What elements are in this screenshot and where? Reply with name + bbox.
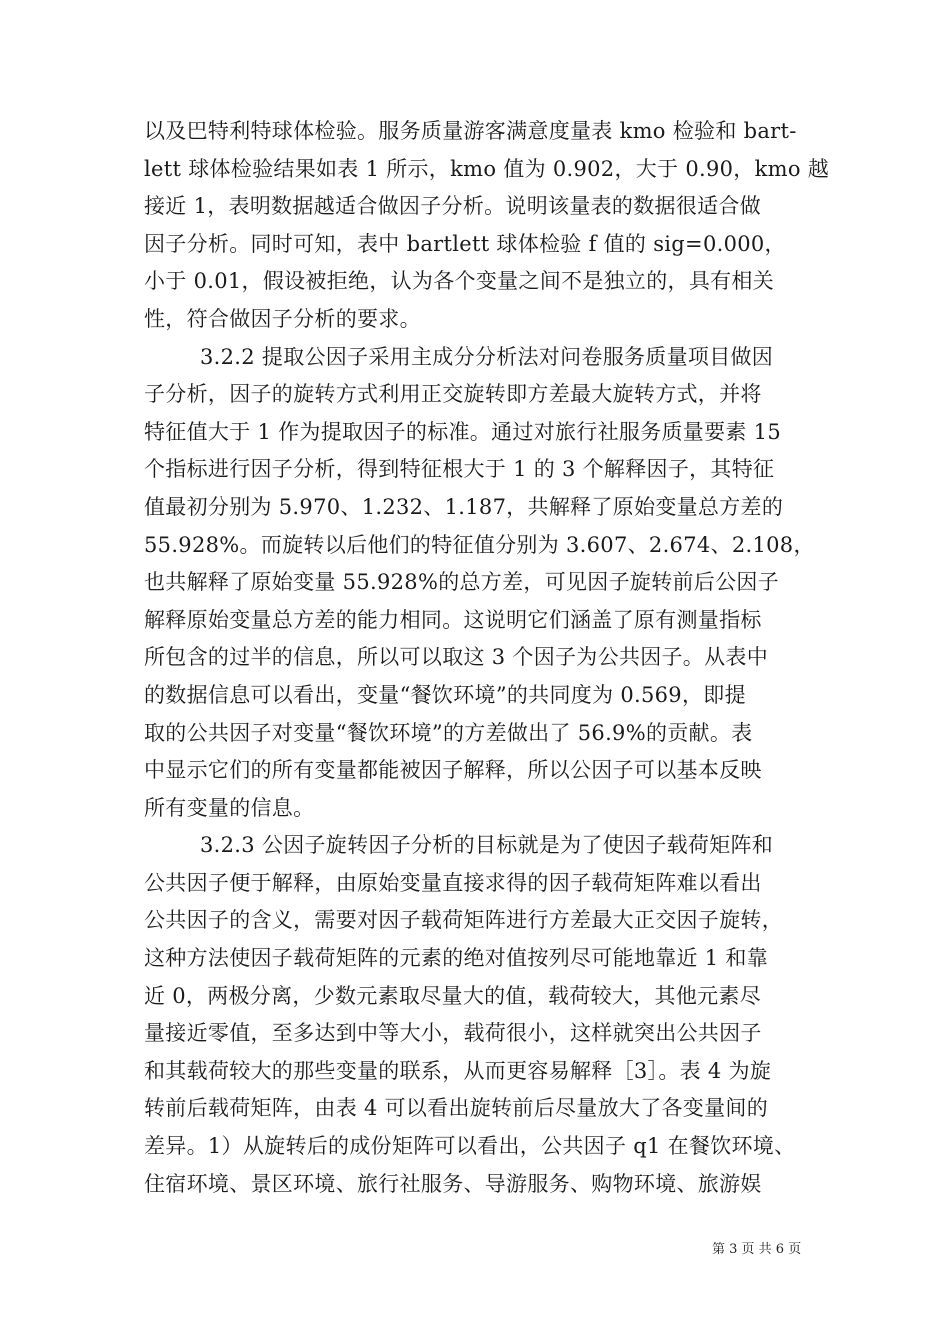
text-line: 接近 1，表明数据越适合做因子分析。说明该量表的数据很适合做	[144, 194, 762, 219]
text-line: 性，符合做因子分析的要求。	[144, 306, 421, 331]
text-line: 特征值大于 1 作为提取因子的标准。通过对旅行社服务质量要素 15	[144, 419, 782, 444]
text-line: 公共因子的含义，需要对因子载荷矩阵进行方差最大正交因子旋转，	[144, 908, 783, 933]
text-line: 55.928%。而旋转以后他们的特征值分别为 3.607、2.674、2.108，	[144, 532, 815, 557]
section-heading-line: 3.2.3 公因子旋转因子分析的目标就是为了使因子载荷矩阵和	[200, 833, 774, 858]
text-line: 转前后载荷矩阵，由表 4 可以看出旋转前后尽量放大了各变量间的	[144, 1096, 769, 1121]
text-line: 量接近零值，至多达到中等大小，载荷很小，这样就突出公共因子	[144, 1021, 762, 1046]
text-line: 取的公共因子对变量“餐饮环境”的方差做出了 56.9%的贡献。表	[144, 720, 753, 745]
text-line: 值最初分别为 5.970、1.232、1.187，共解释了原始变量总方差的	[144, 494, 784, 519]
section-heading-line: 3.2.2 提取公因子采用主成分分析法对问卷服务质量项目做因	[200, 344, 774, 369]
text-line: lett 球体检验结果如表 1 所示，kmo 值为 0.902，大于 0.90，kmo 越	[144, 156, 830, 181]
text-line: 小于 0.01，假设被拒绝，认为各个变量之间不是独立的，具有相关	[144, 269, 775, 294]
text-line: 也共解释了原始变量 55.928%的总方差，可见因子旋转前后公因子	[144, 570, 780, 595]
page-number-footer: 第 3 页 共 6 页	[712, 1242, 802, 1257]
text-line: 所包含的过半的信息，所以可以取这 3 个因子为公共因子。从表中	[144, 645, 769, 670]
text-line: 公共因子便于解释，由原始变量直接求得的因子载荷矩阵难以看出	[144, 870, 762, 895]
body-text	[144, 113, 830, 1203]
text-line: 所有变量的信息。	[144, 795, 315, 820]
text-line: 差异。1）从旋转后的成份矩阵可以看出，公共因子 q1 在餐饮环境、	[144, 1134, 796, 1159]
text-line: 和其载荷较大的那些变量的联系，从而更容易解释［3］。表 4 为旋	[144, 1058, 772, 1083]
text-line: 这种方法使因子载荷矩阵的元素的绝对值按列尽可能地靠近 1 和靠	[144, 946, 769, 971]
text-line: 解释原始变量总方差的能力相同。这说明它们涵盖了原有测量指标	[144, 607, 762, 632]
text-line: 因子分析。同时可知，表中 bartlett 球体检验 f 值的 sig=0.000，	[144, 231, 786, 256]
text-line: 的数据信息可以看出，变量“餐饮环境”的共同度为 0.569，即提	[144, 682, 746, 707]
text-line: 子分析，因子的旋转方式利用正交旋转即方差最大旋转方式，并将	[144, 382, 762, 407]
text-line: 中显示它们的所有变量都能被因子解释，所以公因子可以基本反映	[144, 758, 762, 783]
text-line: 住宿环境、景区环境、旅行社服务、导游服务、购物环境、旅游娱	[144, 1171, 762, 1196]
text-line: 近 0，两极分离，少数元素取尽量大的值，载荷较大，其他元素尽	[144, 983, 762, 1008]
text-line: 个指标进行因子分析，得到特征根大于 1 的 3 个解释因子，其特征	[144, 457, 775, 482]
text-line: 以及巴特利特球体检验。服务质量游客满意度量表 kmo 检验和 bart-	[144, 119, 797, 143]
